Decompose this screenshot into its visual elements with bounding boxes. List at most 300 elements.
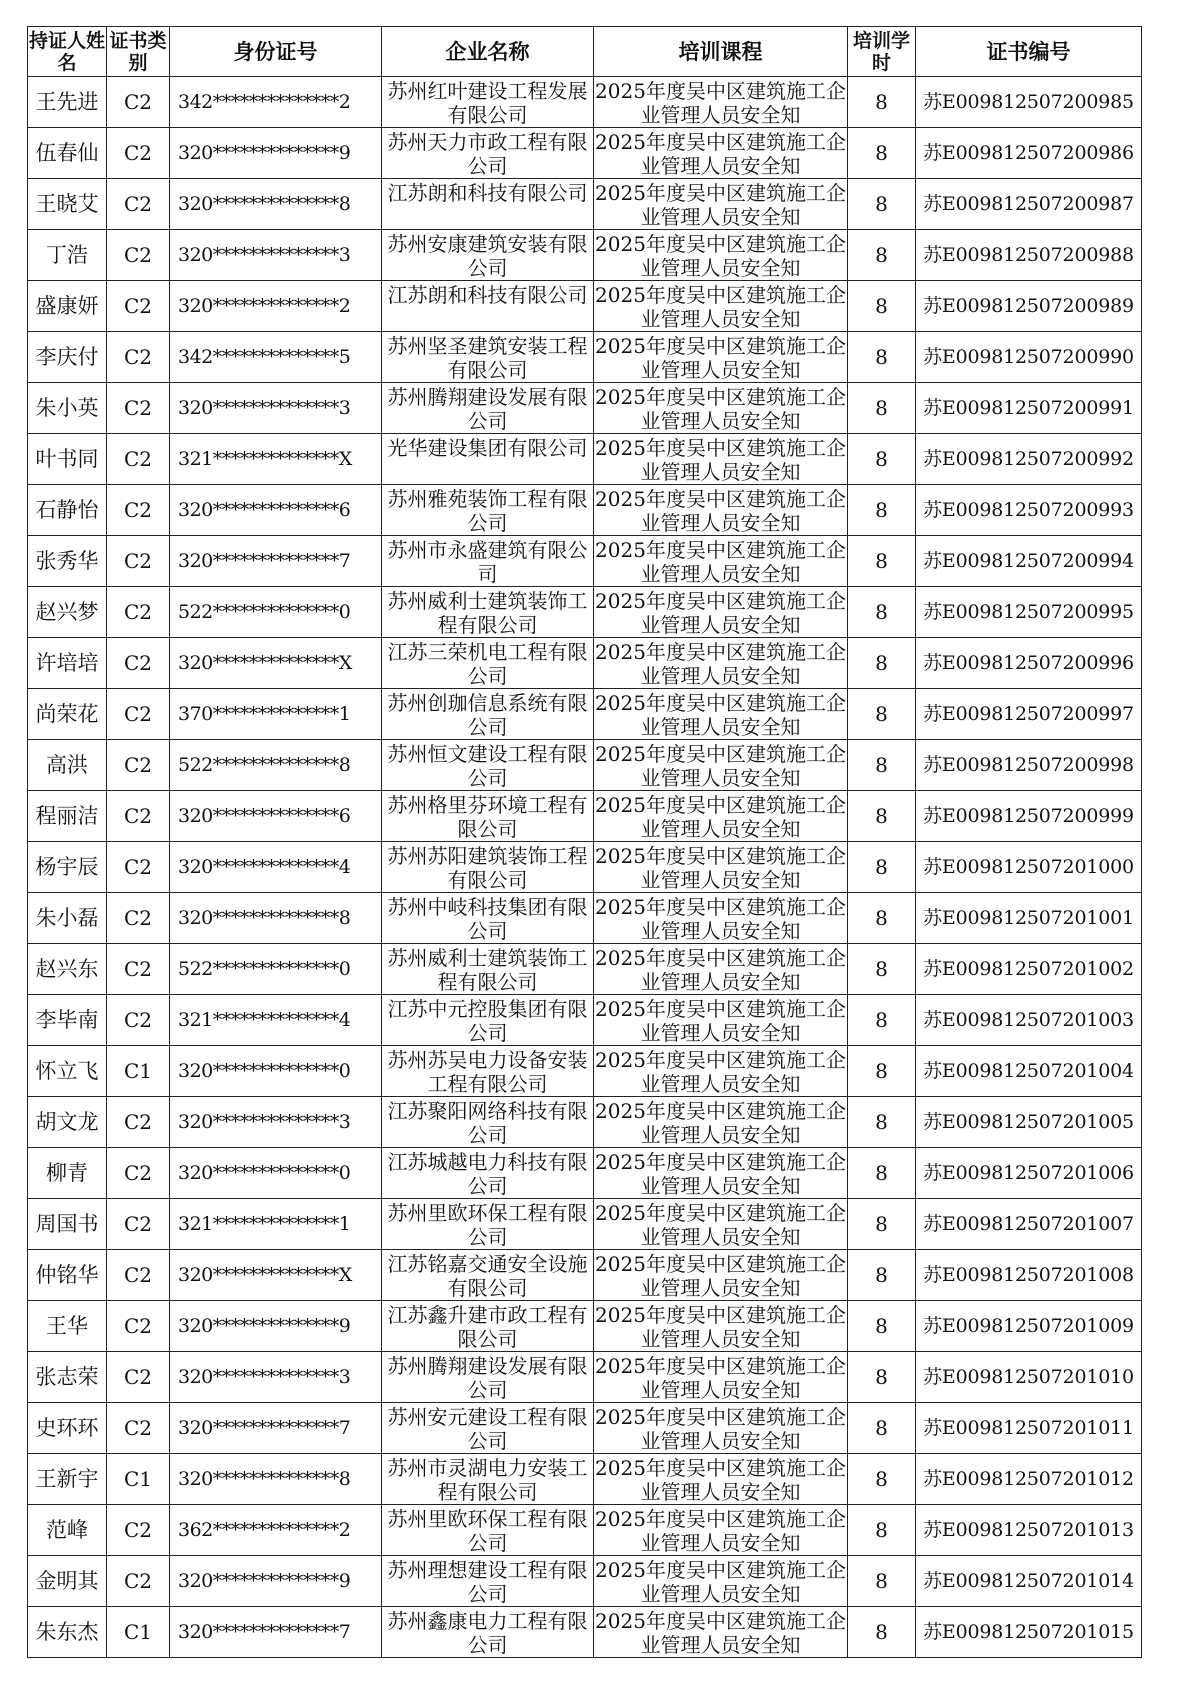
company-name-cell: [382, 791, 594, 842]
company-name-cell-text: 苏州天力市政工程有限公司: [387, 129, 588, 178]
training-course-cell-text: 2025年度吴中区建筑施工企业管理人员安全知: [595, 1200, 846, 1249]
id-number-cell: 320**************3: [170, 1352, 382, 1403]
cert-number-cell: 苏E009812507200987: [916, 179, 1142, 230]
training-hours-cell: 8: [848, 1454, 916, 1505]
cert-number-cell: 苏E009812507201008: [916, 1250, 1142, 1301]
table-row: [28, 1454, 1142, 1505]
training-course-cell-text: 2025年度吴中区建筑施工企业管理人员安全知: [595, 435, 846, 484]
training-course-cell-text: 2025年度吴中区建筑施工企业管理人员安全知: [595, 843, 846, 892]
training-course-cell-text: 2025年度吴中区建筑施工企业管理人员安全知: [595, 1098, 846, 1147]
id-number-cell: 320**************4: [170, 842, 382, 893]
cert-category-cell: C2: [107, 638, 170, 689]
holder-name-cell: 程丽洁: [28, 791, 107, 842]
company-name-cell: [382, 536, 594, 587]
cert-category-cell: C2: [107, 77, 170, 128]
training-course-cell-text: 2025年度吴中区建筑施工企业管理人员安全知: [595, 741, 846, 790]
cert-number-cell: 苏E009812507200994: [916, 536, 1142, 587]
cert-category-cell: C2: [107, 791, 170, 842]
training-course-cell: [594, 689, 848, 740]
table-row: [28, 689, 1142, 740]
company-name-cell: [382, 638, 594, 689]
training-course-cell: [594, 1148, 848, 1199]
company-name-cell-text: 光华建设集团有限公司: [387, 435, 588, 460]
company-name-cell-text: 苏州创珈信息系统有限公司: [387, 690, 588, 739]
table-row: [28, 1505, 1142, 1556]
company-name-cell-text: 苏州安康建筑安装有限公司: [387, 231, 588, 280]
cert-number-cell: 苏E009812507200997: [916, 689, 1142, 740]
company-name-cell-text: 江苏中元控股集团有限公司: [387, 996, 588, 1045]
certificate-table: [27, 26, 1142, 1658]
cert-category-cell: C2: [107, 1403, 170, 1454]
header-training-course: 培训课程: [594, 27, 848, 77]
id-number-cell: 522**************8: [170, 740, 382, 791]
cert-number-cell: 苏E009812507201012: [916, 1454, 1142, 1505]
company-name-cell: [382, 77, 594, 128]
cert-category-cell: C2: [107, 944, 170, 995]
training-course-cell-text: 2025年度吴中区建筑施工企业管理人员安全知: [595, 945, 846, 994]
id-number-cell: 342**************5: [170, 332, 382, 383]
table-row: [28, 791, 1142, 842]
company-name-cell: [382, 689, 594, 740]
id-number-cell: 522**************0: [170, 944, 382, 995]
company-name-cell: [382, 1556, 594, 1607]
table-row: [28, 638, 1142, 689]
training-course-cell-text: 2025年度吴中区建筑施工企业管理人员安全知: [595, 333, 846, 382]
cert-category-cell: C2: [107, 1505, 170, 1556]
cert-category-cell: C2: [107, 434, 170, 485]
company-name-cell-text: 江苏朗和科技有限公司: [387, 282, 588, 307]
cert-number-cell: 苏E009812507201011: [916, 1403, 1142, 1454]
id-number-cell: 320**************9: [170, 128, 382, 179]
cert-number-cell: 苏E009812507201015: [916, 1607, 1142, 1658]
cert-number-cell: 苏E009812507200993: [916, 485, 1142, 536]
id-number-cell: 320**************3: [170, 383, 382, 434]
training-hours-cell: 8: [848, 1046, 916, 1097]
company-name-cell: [382, 1403, 594, 1454]
company-name-cell: [382, 383, 594, 434]
training-course-cell: [594, 587, 848, 638]
holder-name-cell: 朱小磊: [28, 893, 107, 944]
table-body: [28, 77, 1142, 1658]
cert-category-cell: C2: [107, 1250, 170, 1301]
training-course-cell-text: 2025年度吴中区建筑施工企业管理人员安全知: [595, 894, 846, 943]
cert-category-cell: C2: [107, 281, 170, 332]
cert-number-cell: 苏E009812507200990: [916, 332, 1142, 383]
company-name-cell-text: 苏州市永盛建筑有限公司: [387, 537, 588, 586]
company-name-cell: [382, 485, 594, 536]
company-name-cell-text: 苏州威利士建筑装饰工程有限公司: [387, 945, 588, 994]
holder-name-cell: 王华: [28, 1301, 107, 1352]
training-course-cell: [594, 536, 848, 587]
id-number-cell: 320**************0: [170, 1148, 382, 1199]
company-name-cell-text: 苏州腾翔建设发展有限公司: [387, 384, 588, 433]
company-name-cell-text: 苏州里欧环保工程有限公司: [387, 1200, 588, 1249]
id-number-cell: 321**************1: [170, 1199, 382, 1250]
training-hours-cell: 8: [848, 128, 916, 179]
training-course-cell: [594, 383, 848, 434]
holder-name-cell: 丁浩: [28, 230, 107, 281]
id-number-cell: 320**************X: [170, 1250, 382, 1301]
cert-category-cell: C2: [107, 1556, 170, 1607]
cert-category-cell: C2: [107, 485, 170, 536]
training-course-cell-text: 2025年度吴中区建筑施工企业管理人员安全知: [595, 78, 846, 127]
cert-category-cell: C2: [107, 1301, 170, 1352]
holder-name-cell: 尚荣花: [28, 689, 107, 740]
cert-category-cell: C2: [107, 689, 170, 740]
id-number-cell: 342**************2: [170, 77, 382, 128]
cert-number-cell: 苏E009812507200986: [916, 128, 1142, 179]
training-hours-cell: 8: [848, 230, 916, 281]
company-name-cell: [382, 1097, 594, 1148]
id-number-cell: 320**************7: [170, 536, 382, 587]
holder-name-cell: 李毕南: [28, 995, 107, 1046]
table-row: [28, 383, 1142, 434]
company-name-cell: [382, 1250, 594, 1301]
company-name-cell-text: 苏州恒文建设工程有限公司: [387, 741, 588, 790]
training-course-cell: [594, 77, 848, 128]
id-number-cell: 370**************1: [170, 689, 382, 740]
training-course-cell-text: 2025年度吴中区建筑施工企业管理人员安全知: [595, 1608, 846, 1657]
table-row: [28, 230, 1142, 281]
training-course-cell: [594, 1403, 848, 1454]
cert-category-cell: C2: [107, 1148, 170, 1199]
training-course-cell: [594, 281, 848, 332]
training-hours-cell: 8: [848, 1352, 916, 1403]
cert-number-cell: 苏E009812507200985: [916, 77, 1142, 128]
training-hours-cell: 8: [848, 740, 916, 791]
training-course-cell: [594, 1199, 848, 1250]
holder-name-cell: 朱小英: [28, 383, 107, 434]
holder-name-cell: 王先进: [28, 77, 107, 128]
company-name-cell-text: 苏州里欧环保工程有限公司: [387, 1506, 588, 1555]
company-name-cell: [382, 128, 594, 179]
holder-name-cell: 叶书同: [28, 434, 107, 485]
table-row: [28, 179, 1142, 230]
company-name-cell: [382, 1046, 594, 1097]
training-course-cell: [594, 1097, 848, 1148]
training-course-cell: [594, 1352, 848, 1403]
training-course-cell-text: 2025年度吴中区建筑施工企业管理人员安全知: [595, 792, 846, 841]
cert-category-cell: C1: [107, 1607, 170, 1658]
holder-name-cell: 王新宇: [28, 1454, 107, 1505]
training-hours-cell: 8: [848, 1403, 916, 1454]
holder-name-cell: 金明其: [28, 1556, 107, 1607]
training-hours-cell: 8: [848, 689, 916, 740]
id-number-cell: 320**************8: [170, 1454, 382, 1505]
company-name-cell: [382, 995, 594, 1046]
holder-name-cell: 赵兴东: [28, 944, 107, 995]
company-name-cell-text: 苏州市灵湖电力安装工程有限公司: [387, 1455, 588, 1504]
cert-category-cell: C2: [107, 1097, 170, 1148]
company-name-cell: [382, 1505, 594, 1556]
training-course-cell: [594, 179, 848, 230]
holder-name-cell: 周国书: [28, 1199, 107, 1250]
cert-number-cell: 苏E009812507201003: [916, 995, 1142, 1046]
company-name-cell-text: 江苏铭嘉交通安全设施有限公司: [387, 1251, 588, 1300]
table-row: [28, 740, 1142, 791]
company-name-cell: [382, 1607, 594, 1658]
holder-name-cell: 张志荣: [28, 1352, 107, 1403]
training-hours-cell: 8: [848, 1556, 916, 1607]
training-hours-cell: 8: [848, 179, 916, 230]
id-number-cell: 320**************7: [170, 1607, 382, 1658]
holder-name-cell: 张秀华: [28, 536, 107, 587]
cert-number-cell: 苏E009812507201010: [916, 1352, 1142, 1403]
cert-category-cell: C2: [107, 893, 170, 944]
company-name-cell: [382, 434, 594, 485]
id-number-cell: 320**************3: [170, 1097, 382, 1148]
id-number-cell: 320**************9: [170, 1556, 382, 1607]
company-name-cell: [382, 587, 594, 638]
training-hours-cell: 8: [848, 1148, 916, 1199]
company-name-cell: [382, 944, 594, 995]
company-name-cell-text: 苏州苏吴电力设备安装工程有限公司: [387, 1047, 588, 1096]
id-number-cell: 362**************2: [170, 1505, 382, 1556]
holder-name-cell: 伍春仙: [28, 128, 107, 179]
training-hours-cell: 8: [848, 1097, 916, 1148]
training-hours-cell: 8: [848, 1505, 916, 1556]
training-course-cell-text: 2025年度吴中区建筑施工企业管理人员安全知: [595, 1557, 846, 1606]
training-course-cell: [594, 1046, 848, 1097]
table-row: [28, 434, 1142, 485]
training-course-cell-text: 2025年度吴中区建筑施工企业管理人员安全知: [595, 1302, 846, 1351]
training-course-cell: [594, 128, 848, 179]
training-course-cell: [594, 1556, 848, 1607]
cert-number-cell: 苏E009812507201000: [916, 842, 1142, 893]
holder-name-cell: 盛康妍: [28, 281, 107, 332]
training-course-cell: [594, 638, 848, 689]
header-id-number: 身份证号: [170, 27, 382, 77]
company-name-cell-text: 苏州鑫康电力工程有限公司: [387, 1608, 588, 1657]
training-hours-cell: 8: [848, 281, 916, 332]
training-hours-cell: 8: [848, 1199, 916, 1250]
training-course-cell: [594, 791, 848, 842]
table-row: [28, 1607, 1142, 1658]
training-course-cell: [594, 1505, 848, 1556]
cert-number-cell: 苏E009812507201014: [916, 1556, 1142, 1607]
holder-name-cell: 柳青: [28, 1148, 107, 1199]
training-hours-cell: 8: [848, 1301, 916, 1352]
training-course-cell-text: 2025年度吴中区建筑施工企业管理人员安全知: [595, 231, 846, 280]
holder-name-cell: 仲铭华: [28, 1250, 107, 1301]
training-hours-cell: 8: [848, 995, 916, 1046]
training-hours-cell: 8: [848, 485, 916, 536]
id-number-cell: 320**************7: [170, 1403, 382, 1454]
cert-number-cell: 苏E009812507200998: [916, 740, 1142, 791]
holder-name-cell: 李庆付: [28, 332, 107, 383]
table-row: [28, 332, 1142, 383]
training-hours-cell: 8: [848, 1607, 916, 1658]
cert-category-cell: C2: [107, 1199, 170, 1250]
header-cert-category: 证书类别: [107, 27, 170, 77]
company-name-cell-text: 江苏三荣机电工程有限公司: [387, 639, 588, 688]
cert-category-cell: C2: [107, 230, 170, 281]
training-course-cell-text: 2025年度吴中区建筑施工企业管理人员安全知: [595, 639, 846, 688]
company-name-cell: [382, 281, 594, 332]
cert-number-cell: 苏E009812507201004: [916, 1046, 1142, 1097]
company-name-cell-text: 苏州雅苑装饰工程有限公司: [387, 486, 588, 535]
company-name-cell: [382, 740, 594, 791]
company-name-cell-text: 苏州格里芬环境工程有限公司: [387, 792, 588, 841]
training-course-cell-text: 2025年度吴中区建筑施工企业管理人员安全知: [595, 180, 846, 229]
training-hours-cell: 8: [848, 842, 916, 893]
training-hours-cell: 8: [848, 791, 916, 842]
table-row: [28, 995, 1142, 1046]
company-name-cell: [382, 332, 594, 383]
company-name-cell: [382, 1199, 594, 1250]
cert-number-cell: 苏E009812507201013: [916, 1505, 1142, 1556]
cert-number-cell: 苏E009812507201005: [916, 1097, 1142, 1148]
header-training-hours: 培训学时: [848, 27, 916, 77]
id-number-cell: 320**************8: [170, 179, 382, 230]
cert-category-cell: C2: [107, 740, 170, 791]
table-row: [28, 485, 1142, 536]
company-name-cell-text: 苏州红叶建设工程发展有限公司: [387, 78, 588, 127]
holder-name-cell: 史环环: [28, 1403, 107, 1454]
company-name-cell: [382, 1301, 594, 1352]
training-course-cell: [594, 1607, 848, 1658]
id-number-cell: 320**************9: [170, 1301, 382, 1352]
training-course-cell-text: 2025年度吴中区建筑施工企业管理人员安全知: [595, 588, 846, 637]
company-name-cell-text: 苏州苏阳建筑装饰工程有限公司: [387, 843, 588, 892]
training-hours-cell: 8: [848, 587, 916, 638]
table-row: [28, 842, 1142, 893]
cert-number-cell: 苏E009812507200992: [916, 434, 1142, 485]
table-row: [28, 1046, 1142, 1097]
cert-category-cell: C2: [107, 587, 170, 638]
training-course-cell-text: 2025年度吴中区建筑施工企业管理人员安全知: [595, 537, 846, 586]
company-name-cell: [382, 893, 594, 944]
id-number-cell: 321**************4: [170, 995, 382, 1046]
training-course-cell: [594, 1250, 848, 1301]
training-course-cell: [594, 740, 848, 791]
holder-name-cell: 朱东杰: [28, 1607, 107, 1658]
training-hours-cell: 8: [848, 434, 916, 485]
training-hours-cell: 8: [848, 77, 916, 128]
holder-name-cell: 杨宇辰: [28, 842, 107, 893]
table-row: [28, 1403, 1142, 1454]
company-name-cell: [382, 1454, 594, 1505]
cert-number-cell: 苏E009812507201002: [916, 944, 1142, 995]
training-course-cell: [594, 893, 848, 944]
company-name-cell: [382, 842, 594, 893]
cert-category-cell: C2: [107, 179, 170, 230]
id-number-cell: 320**************6: [170, 485, 382, 536]
header-cert-number: 证书编号: [916, 27, 1142, 77]
training-course-cell: [594, 485, 848, 536]
cert-number-cell: 苏E009812507200989: [916, 281, 1142, 332]
table-row: [28, 893, 1142, 944]
training-course-cell-text: 2025年度吴中区建筑施工企业管理人员安全知: [595, 1251, 846, 1300]
cert-number-cell: 苏E009812507201006: [916, 1148, 1142, 1199]
training-course-cell-text: 2025年度吴中区建筑施工企业管理人员安全知: [595, 996, 846, 1045]
training-course-cell-text: 2025年度吴中区建筑施工企业管理人员安全知: [595, 690, 846, 739]
id-number-cell: 522**************0: [170, 587, 382, 638]
id-number-cell: 320**************6: [170, 791, 382, 842]
company-name-cell-text: 苏州理想建设工程有限公司: [387, 1557, 588, 1606]
table-row: [28, 128, 1142, 179]
training-course-cell-text: 2025年度吴中区建筑施工企业管理人员安全知: [595, 486, 846, 535]
table-row: [28, 281, 1142, 332]
training-course-cell-text: 2025年度吴中区建筑施工企业管理人员安全知: [595, 129, 846, 178]
training-course-cell: [594, 995, 848, 1046]
training-course-cell-text: 2025年度吴中区建筑施工企业管理人员安全知: [595, 282, 846, 331]
table-row: [28, 1556, 1142, 1607]
id-number-cell: 320**************0: [170, 1046, 382, 1097]
header-row: [28, 27, 1142, 77]
cert-category-cell: C2: [107, 383, 170, 434]
cert-category-cell: C2: [107, 536, 170, 587]
training-course-cell: [594, 1454, 848, 1505]
company-name-cell-text: 江苏聚阳网络科技有限公司: [387, 1098, 588, 1147]
header-holder-name: 持证人姓名: [28, 27, 107, 77]
cert-number-cell: 苏E009812507200995: [916, 587, 1142, 638]
holder-name-cell: 胡文龙: [28, 1097, 107, 1148]
holder-name-cell: 石静怡: [28, 485, 107, 536]
cert-number-cell: 苏E009812507200991: [916, 383, 1142, 434]
id-number-cell: 320**************X: [170, 638, 382, 689]
training-course-cell-text: 2025年度吴中区建筑施工企业管理人员安全知: [595, 1353, 846, 1402]
table-row: [28, 944, 1142, 995]
cert-number-cell: 苏E009812507200988: [916, 230, 1142, 281]
table-row: [28, 1250, 1142, 1301]
training-course-cell-text: 2025年度吴中区建筑施工企业管理人员安全知: [595, 1506, 846, 1555]
training-course-cell: [594, 944, 848, 995]
cert-category-cell: C2: [107, 1352, 170, 1403]
training-course-cell-text: 2025年度吴中区建筑施工企业管理人员安全知: [595, 1149, 846, 1198]
training-hours-cell: 8: [848, 1250, 916, 1301]
table-row: [28, 587, 1142, 638]
table-row: [28, 1097, 1142, 1148]
company-name-cell-text: 苏州安元建设工程有限公司: [387, 1404, 588, 1453]
holder-name-cell: 赵兴梦: [28, 587, 107, 638]
id-number-cell: 320**************8: [170, 893, 382, 944]
company-name-cell: [382, 230, 594, 281]
training-course-cell: [594, 434, 848, 485]
cert-number-cell: 苏E009812507201001: [916, 893, 1142, 944]
training-course-cell: [594, 332, 848, 383]
cert-category-cell: C1: [107, 1046, 170, 1097]
training-course-cell: [594, 842, 848, 893]
id-number-cell: 321**************X: [170, 434, 382, 485]
training-course-cell-text: 2025年度吴中区建筑施工企业管理人员安全知: [595, 1404, 846, 1453]
training-hours-cell: 8: [848, 638, 916, 689]
cert-number-cell: 苏E009812507200999: [916, 791, 1142, 842]
training-hours-cell: 8: [848, 536, 916, 587]
training-course-cell: [594, 230, 848, 281]
header-company-name: 企业名称: [382, 27, 594, 77]
table-row: [28, 1301, 1142, 1352]
training-course-cell: [594, 1301, 848, 1352]
cert-category-cell: C2: [107, 128, 170, 179]
company-name-cell-text: 江苏城越电力科技有限公司: [387, 1149, 588, 1198]
holder-name-cell: 许培培: [28, 638, 107, 689]
table-row: [28, 536, 1142, 587]
training-hours-cell: 8: [848, 944, 916, 995]
table-row: [28, 1148, 1142, 1199]
training-hours-cell: 8: [848, 383, 916, 434]
company-name-cell-text: 苏州中岐科技集团有限公司: [387, 894, 588, 943]
table-row: [28, 77, 1142, 128]
id-number-cell: 320**************3: [170, 230, 382, 281]
company-name-cell: [382, 1352, 594, 1403]
company-name-cell-text: 苏州坚圣建筑安装工程有限公司: [387, 333, 588, 382]
company-name-cell: [382, 179, 594, 230]
company-name-cell-text: 苏州威利士建筑装饰工程有限公司: [387, 588, 588, 637]
training-hours-cell: 8: [848, 332, 916, 383]
holder-name-cell: 怀立飞: [28, 1046, 107, 1097]
holder-name-cell: 范峰: [28, 1505, 107, 1556]
